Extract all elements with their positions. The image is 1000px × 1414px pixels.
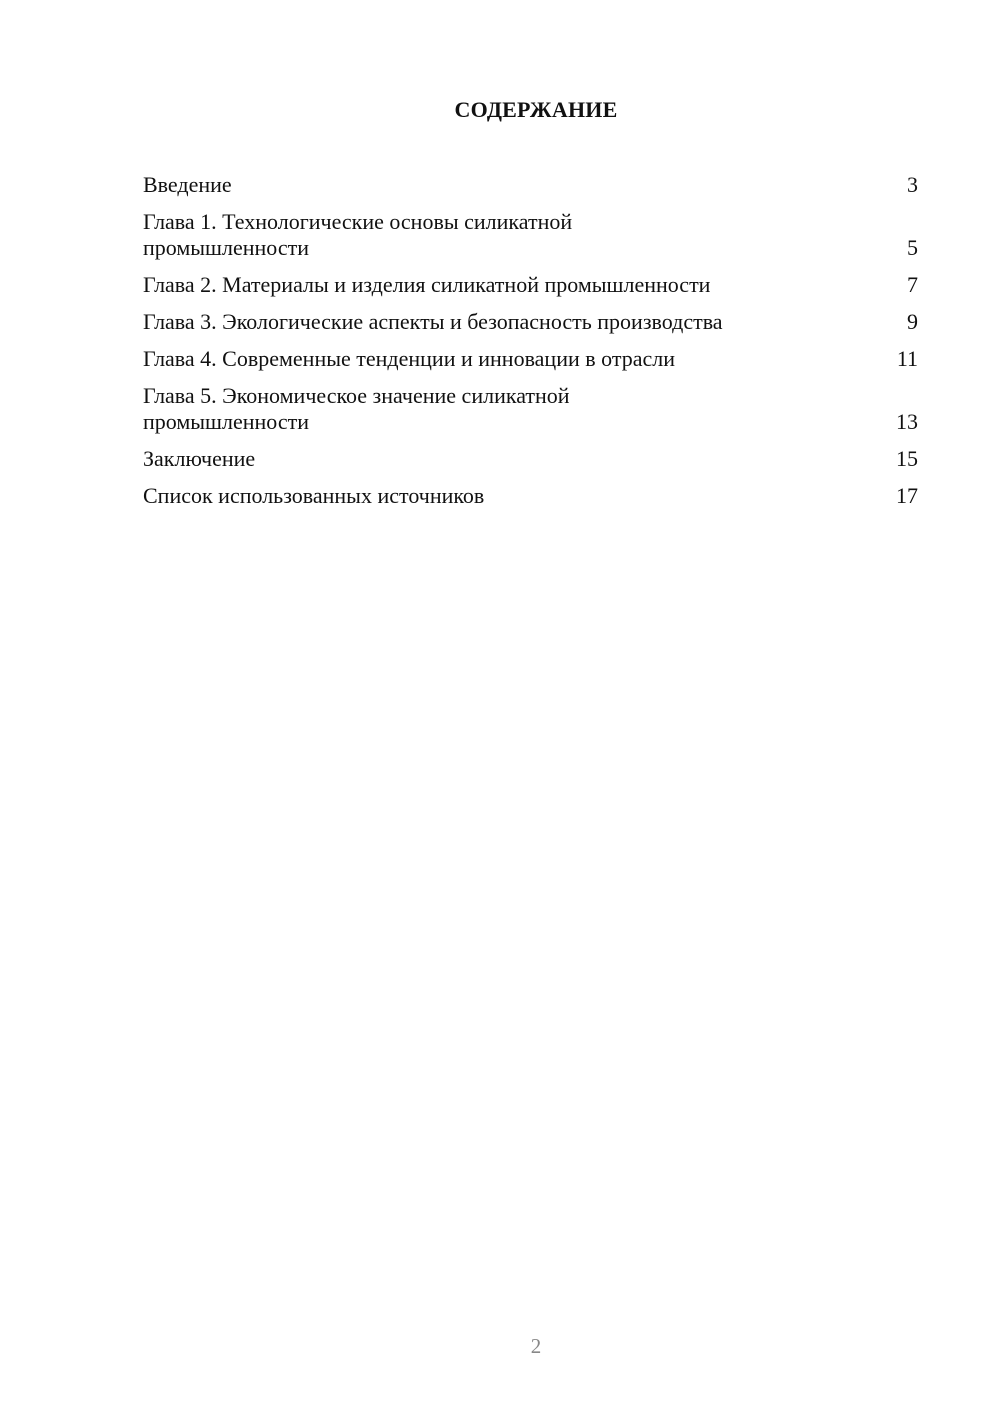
toc-entry-text: Заключение — [143, 446, 256, 471]
toc-entry-references[interactable] — [143, 483, 918, 509]
toc-entry-page: 7 — [907, 272, 918, 297]
toc-entry-page: 11 — [896, 346, 918, 371]
toc-entry-text: Глава 4. Современные тенденции и инновации в отрасли — [143, 346, 676, 371]
toc-entry-page: 17 — [896, 483, 918, 508]
toc-entry-text: Глава 2. Материалы и изделия силикатной промышленности — [143, 272, 711, 297]
toc-entry-page: 5 — [907, 235, 918, 260]
page-title: СОДЕРЖАНИЕ — [454, 97, 618, 122]
table-of-contents — [143, 172, 918, 520]
toc-entry-conclusion[interactable] — [143, 446, 918, 472]
page-number: 2 — [530, 1334, 542, 1358]
toc-entry-page: 9 — [907, 309, 918, 334]
toc-entry-text: Введение — [143, 172, 232, 197]
toc-entry-chapter-5[interactable] — [143, 383, 918, 435]
toc-entry-chapter-2[interactable] — [143, 272, 918, 298]
toc-entry-page: 13 — [896, 409, 918, 434]
toc-entry-text: Глава 1. Технологические основы силикатной промышленности — [143, 209, 573, 260]
toc-entry-text: Глава 3. Экологические аспекты и безопасность производства — [143, 309, 723, 334]
toc-entry-chapter-4[interactable] — [143, 346, 918, 372]
toc-entry-chapter-3[interactable] — [143, 309, 918, 335]
toc-entry-chapter-1[interactable] — [143, 209, 918, 261]
toc-entry-page: 15 — [896, 446, 918, 471]
toc-entry-text: Список использованных источников — [143, 483, 485, 508]
toc-entry-text: Глава 5. Экономическое значение силикатной промышленности — [143, 383, 570, 434]
toc-entry-introduction[interactable] — [143, 172, 918, 198]
toc-entry-page: 3 — [907, 172, 918, 197]
